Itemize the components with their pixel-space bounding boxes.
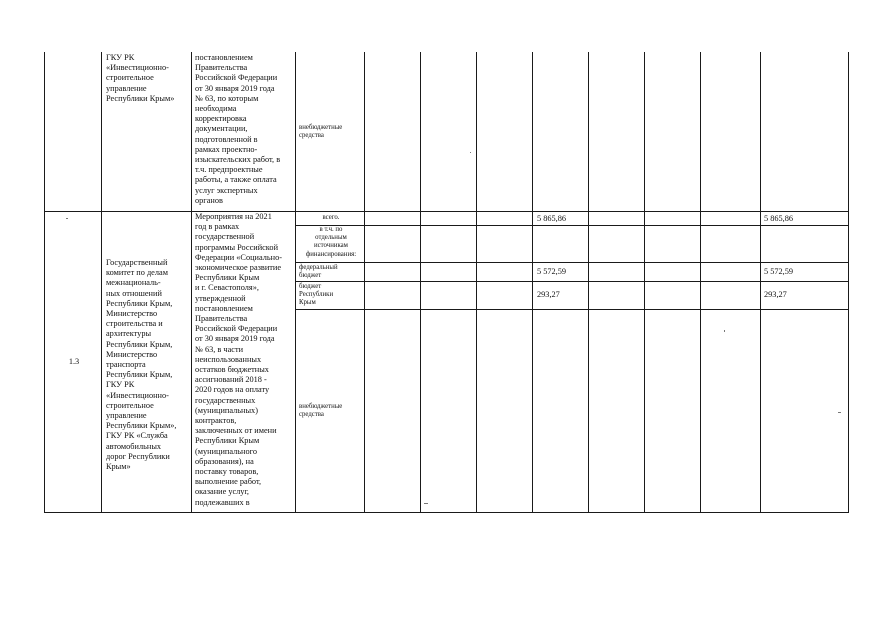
table-row-divider (295, 309, 849, 310)
amount-cell: 5 865,86 (764, 214, 794, 223)
table-column-divider (295, 52, 296, 513)
table-column-divider (532, 52, 533, 513)
table-column-divider (191, 52, 192, 513)
description-cell: постановлением Правительства Российской Федерации от 30 января 2019 года № 63, по которым необходима корректировка документации, подготовленной в рамках проектно- изыскательских работ, в т.ч. предпроектные работы, а также оплата услуг экспертных органов (195, 53, 281, 205)
scan-speck (424, 503, 428, 504)
funding-source-label: в т.ч. по отдельным источникам финансирования: (305, 226, 357, 258)
amount-cell: 293,27 (537, 290, 560, 299)
amount-cell: 5 865,86 (537, 214, 567, 223)
table-column-divider (101, 52, 102, 513)
table-column-divider (848, 52, 849, 513)
table-row-divider (295, 262, 849, 263)
table-column-divider (760, 52, 761, 513)
amount-cell: 5 572,59 (537, 267, 567, 276)
table-column-divider (364, 52, 365, 513)
table-bottom-border (44, 512, 849, 513)
amount-cell: 293,27 (764, 290, 787, 299)
funding-source-label: бюджет Республики Крым (299, 283, 334, 307)
row-index: 1.3 (68, 357, 80, 366)
table-column-divider (644, 52, 645, 513)
funding-source-label: всего. (322, 214, 340, 221)
scan-speck (470, 152, 471, 153)
table-row-divider (295, 281, 849, 282)
organization-cell: ГКУ РК «Инвестиционно- строительное управление Республики Крым» (106, 53, 175, 103)
organization-cell: Государственный комитет по делам межнациональ- ных отношений Республики Крым, Министерство строительства и архитектуры Республики Крым, Министерство транспорта Республики Крым, ГКУ РК «Инвестиционно- строительное управление Республики Крым», ГКУ РК «Служба автомобильных дорог Республики Крым» (106, 258, 177, 472)
table-column-divider (420, 52, 421, 513)
table-column-divider (44, 52, 45, 513)
scan-speck (66, 218, 68, 219)
funding-source-label: внебюджетные средства (299, 124, 343, 140)
table-row-divider (295, 225, 849, 226)
table-column-divider (700, 52, 701, 513)
table-column-divider (476, 52, 477, 513)
funding-source-label: федеральный бюджет (299, 264, 338, 280)
table-column-divider (588, 52, 589, 513)
amount-cell: 5 572,59 (764, 267, 794, 276)
funding-source-label: внебюджетные средства (299, 403, 343, 419)
scan-speck (838, 412, 841, 413)
scan-speck (724, 330, 725, 332)
description-cell: Мероприятия на 2021 год в рамках государственной программы Российской Федерации «Социально- экономическое развитие Республики Крым и г. Севастополя», утвержденной постановлением Правительства Российской Федерации от 30 января 2019 года № 63, в части неиспользованных остатков бюджетных ассигнований 2018 - 2020 годов на оплату государственных (муниципальных) контрактов, заключенных от имени Республики Крым (муниципального образования), на поставку товаров, выполнение работ, оказание услуг, подлежавших в (195, 212, 282, 507)
table-row-divider (44, 211, 849, 212)
